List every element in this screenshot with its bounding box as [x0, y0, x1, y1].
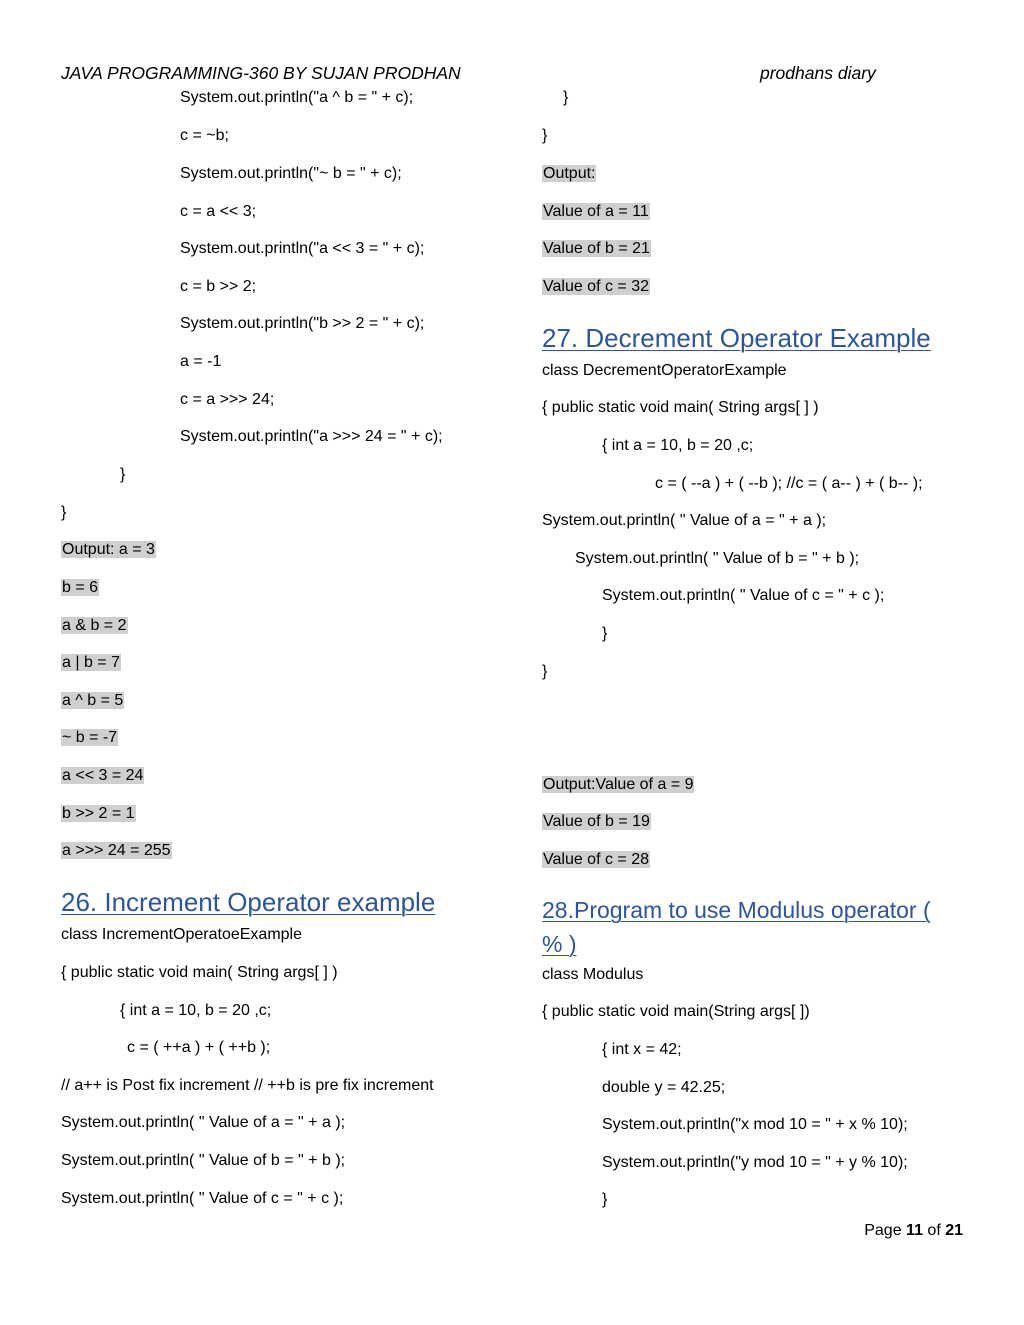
- header-title: JAVA PROGRAMMING-360 BY SUJAN PRODHAN: [61, 63, 461, 83]
- output-line: b = 6: [62, 579, 99, 596]
- code-line: { int a = 10, b = 20 ,c;: [120, 1002, 272, 1019]
- code-line: System.out.println("b >> 2 = " + c);: [180, 315, 425, 332]
- section-heading: 27. Decrement Operator Example: [542, 323, 931, 353]
- code-line: c = a << 3;: [180, 203, 257, 220]
- code-line: }: [542, 127, 548, 144]
- code-line: }: [542, 663, 548, 680]
- code-line: System.out.println("a ^ b = " + c);: [180, 89, 414, 106]
- code-line: System.out.println("a << 3 = " + c);: [180, 240, 425, 257]
- code-line: System.out.println( " Value of a = " + a );: [542, 512, 827, 529]
- output-line: ~ b = -7: [62, 729, 118, 746]
- code-line: class IncrementOperatoeExample: [61, 926, 302, 943]
- output-line: Output:Value of a = 9: [543, 776, 694, 793]
- output-line: b >> 2 = 1: [62, 805, 135, 822]
- output-line: a ^ b = 5: [62, 692, 124, 709]
- output-line: Value of c = 28: [543, 851, 649, 868]
- output-line: a >>> 24 = 255: [62, 842, 171, 859]
- code-line: System.out.println( " Value of b = " + b );: [61, 1152, 346, 1169]
- page-number: Page 11 of 21: [864, 1222, 963, 1239]
- section-heading-continued: % ): [542, 931, 577, 957]
- code-line: System.out.println( " Value of c = " + c );: [602, 587, 885, 604]
- code-line: System.out.println("a >>> 24 = " + c);: [180, 428, 443, 445]
- output-line: Value of b = 21: [543, 240, 650, 257]
- code-line: class DecrementOperatorExample: [542, 362, 787, 379]
- output-line: Value of b = 19: [543, 813, 650, 830]
- code-line: c = ~b;: [180, 127, 229, 144]
- section-heading: 26. Increment Operator example: [61, 887, 436, 917]
- code-line: c = b >> 2;: [180, 278, 257, 295]
- code-line: { public static void main(String args[ ]): [542, 1003, 810, 1020]
- code-line: { public static void main( String args[ ] ): [542, 399, 819, 416]
- code-line: c = ( --a ) + ( --b ); //c = ( a-- ) + ( b-- );: [655, 475, 923, 492]
- output-line: a << 3 = 24: [62, 767, 144, 784]
- output-line: Value of a = 11: [543, 203, 649, 220]
- code-line: { public static void main( String args[ ] ): [61, 964, 338, 981]
- code-line: double y = 42.25;: [602, 1079, 726, 1096]
- output-line: a & b = 2: [62, 617, 127, 634]
- code-line: System.out.println( " Value of a = " + a );: [61, 1114, 346, 1131]
- code-line: }: [563, 89, 569, 106]
- code-line: c = ( ++a ) + ( ++b );: [127, 1039, 271, 1056]
- output-line: Output:: [543, 165, 596, 182]
- code-line: { int a = 10, b = 20 ,c;: [602, 437, 754, 454]
- code-line: }: [120, 466, 126, 483]
- code-line: System.out.println("~ b = " + c);: [180, 165, 402, 182]
- code-line: }: [61, 504, 67, 521]
- code-line: System.out.println("x mod 10 = " + x % 10);: [602, 1116, 908, 1133]
- code-line: System.out.println( " Value of c = " + c );: [61, 1190, 344, 1207]
- code-line: { int x = 42;: [602, 1041, 682, 1058]
- code-line: }: [602, 625, 608, 642]
- output-line: Output: a = 3: [62, 541, 155, 558]
- code-line: System.out.println( " Value of b = " + b );: [575, 550, 860, 567]
- output-line: a | b = 7: [62, 654, 120, 671]
- code-line: }: [602, 1191, 608, 1208]
- section-heading: 28.Program to use Modulus operator (: [542, 897, 931, 923]
- code-line: class Modulus: [542, 966, 644, 983]
- header-brand: prodhans diary: [760, 63, 876, 83]
- code-line: a = -1: [180, 353, 222, 370]
- code-line: System.out.println("y mod 10 = " + y % 10);: [602, 1154, 908, 1171]
- code-line: // a++ is Post fix increment // ++b is pre fix increment: [61, 1077, 434, 1094]
- code-line: c = a >>> 24;: [180, 391, 275, 408]
- output-line: Value of c = 32: [543, 278, 649, 295]
